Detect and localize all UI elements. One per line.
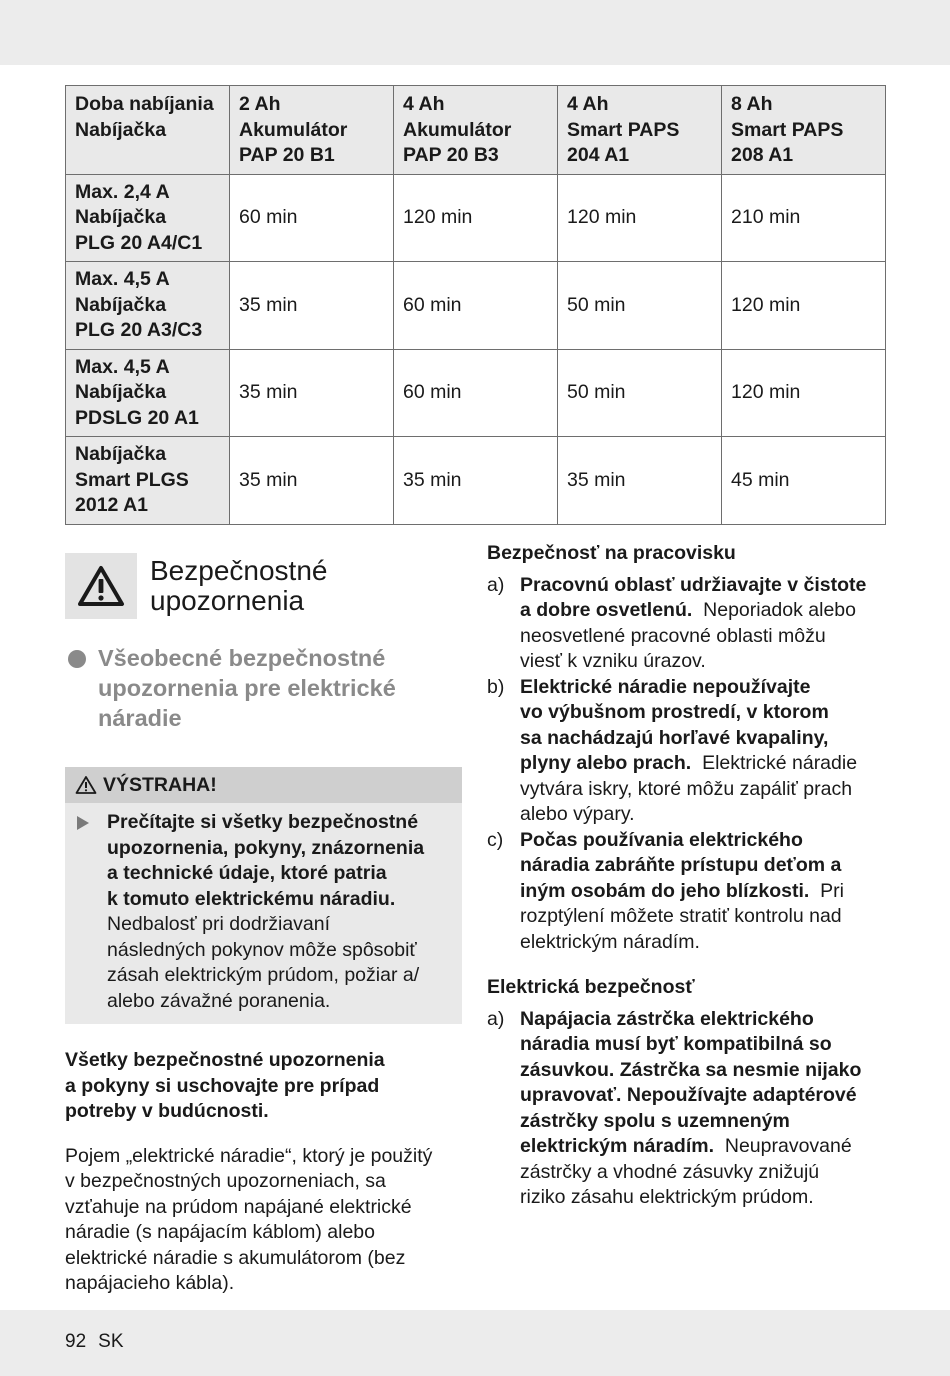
warning-triangle-small-icon — [75, 775, 97, 795]
table-cell: 35 min — [394, 437, 558, 525]
table-header-cell: 8 Ah Smart PAPS 208 A1 — [722, 86, 886, 175]
general-safety-subheading: Všeobecné bezpečnostné upozornenia pre elektrické náradie — [65, 643, 462, 733]
warning-body — [65, 803, 462, 1024]
page-footer — [65, 1331, 124, 1353]
left-column — [65, 553, 462, 1297]
warning-box — [65, 767, 462, 1024]
term-definition-text: Pojem „elektrické náradie“, ktorý je použitý v bezpečnostných upozorneniach, sa vzťahuje na prúdom napájané elektrické náradie (s napájacím káblom) alebo elektrické náradie s akumulátorom (bez napájacieho kábla). — [65, 1144, 433, 1294]
table-cell: 35 min — [230, 262, 394, 350]
charging-time-table — [65, 85, 886, 525]
table-cell: 120 min — [558, 174, 722, 262]
language-code: SK — [98, 1331, 124, 1352]
row-label-cell: Max. 2,4 A Nabíjačka PLG 20 A4/C1 — [66, 174, 230, 262]
table-header-cell: Doba nabíjania Nabíjačka — [66, 86, 230, 175]
table-cell: 210 min — [722, 174, 886, 262]
table-row — [66, 349, 886, 437]
page-number: 92 — [65, 1331, 87, 1352]
table-cell: 60 min — [394, 262, 558, 350]
table-cell: 60 min — [230, 174, 394, 262]
electrical-safety-heading: Elektrická bezpečnosť — [487, 976, 695, 998]
table-cell: 35 min — [558, 437, 722, 525]
warning-text: Prečítajte si všetky bezpečnostné upozornenia, pokyny, znázornenia a technické údaje, ktoré patria k tomuto elektrickému náradiu. Nedbalosť pri dodržiavaní následných pokynov môže spôsobiť zásah elektrickým prúdom, požiar a/ alebo závažné poranenia. — [107, 811, 425, 1012]
list-item: a) Napájacia zástrčka elektrického náradia musí byť kompatibilná so zásuvkou. Zástrčka sa nesmie nijako upravovať. Nepoužívajte adaptérové zástrčky spolu s uzemneným elektrickým náradím. Neupravované zástrčky a vhodné zásuvky znižujú riziko zásahu elektrickým prúdom. — [487, 1007, 862, 1208]
row-label-cell: Nabíjačka Smart PLGS 2012 A1 — [66, 437, 230, 525]
warning-label: VÝSTRAHA! — [103, 773, 217, 796]
warning-header — [65, 767, 462, 803]
table-cell: 50 min — [558, 349, 722, 437]
workplace-safety-heading: Bezpečnosť na pracovisku — [487, 542, 736, 564]
top-margin-band — [0, 0, 950, 65]
table-row — [66, 262, 886, 350]
bottom-margin-band — [0, 1310, 950, 1376]
table-header-cell: 2 Ah Akumulátor PAP 20 B1 — [230, 86, 394, 175]
section-title: Bezpečnostné upozornenia — [150, 555, 328, 616]
table-header-cell: 4 Ah Smart PAPS 204 A1 — [558, 86, 722, 175]
table-cell: 35 min — [230, 349, 394, 437]
table-cell: 120 min — [722, 262, 886, 350]
table-row — [66, 437, 886, 525]
table-cell: 60 min — [394, 349, 558, 437]
warning-triangle-icon — [65, 553, 137, 619]
table-row — [66, 174, 886, 262]
table-cell: 35 min — [230, 437, 394, 525]
table-cell: 45 min — [722, 437, 886, 525]
triangle-bullet-icon — [77, 816, 89, 830]
right-column — [487, 541, 887, 1211]
keep-instructions-text: Všetky bezpečnostné upozornenia a pokyny si uschovajte pre prípad potreby v budúcnosti. — [65, 1049, 385, 1122]
row-label-cell: Max. 4,5 A Nabíjačka PLG 20 A3/C3 — [66, 262, 230, 350]
list-item: b) Elektrické náradie nepoužívajte vo výbušnom prostredí, v ktorom sa nachádzajú horľavé kvapaliny, plyny alebo prach. Elektrické náradie vytvára iskry, ktoré môžu zapáliť prach alebo výpary. — [487, 675, 858, 825]
list-item: a) Pracovnú oblasť udržiavajte v čistote a dobre osvetlenú. Neporiadok alebo neosvetlené pracovné oblasti môžu viesť k vzniku úrazov. — [487, 573, 867, 672]
safety-heading-block — [65, 553, 462, 619]
row-label-cell: Max. 4,5 A Nabíjačka PDSLG 20 A1 — [66, 349, 230, 437]
table-header-cell: 4 Ah Akumulátor PAP 20 B3 — [394, 86, 558, 175]
table-cell: 50 min — [558, 262, 722, 350]
table-cell: 120 min — [394, 174, 558, 262]
table-cell: 120 min — [722, 349, 886, 437]
list-item: c) Počas používania elektrického náradia zabráňte prístupu deťom a iným osobám do jeho blízkosti. Pri rozptýlení môžete stratiť kontrolu nad elektrickým náradím. — [487, 828, 844, 953]
table-header-row — [66, 86, 886, 175]
bullet-dot-icon — [68, 650, 86, 668]
